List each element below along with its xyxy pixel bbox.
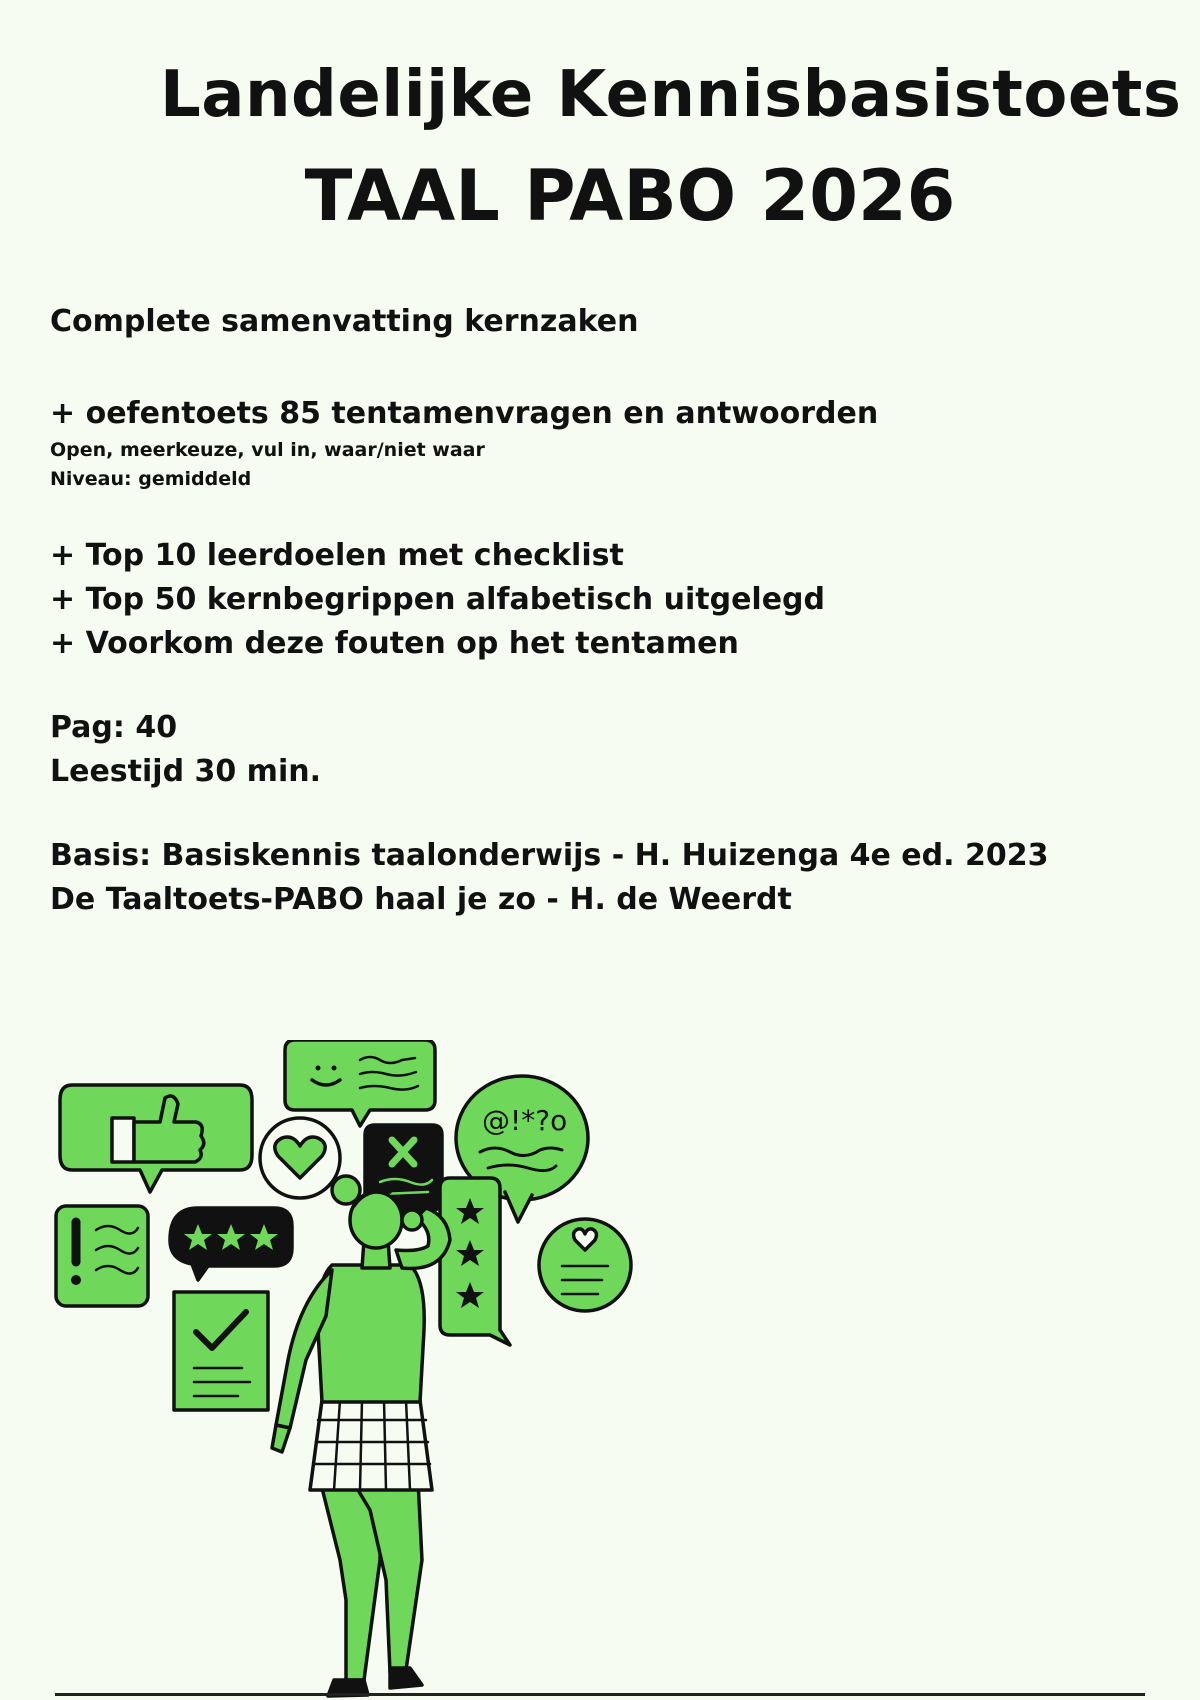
heart-chat-icon bbox=[539, 1219, 631, 1311]
page-subtitle: TAAL PABO 2026 bbox=[304, 155, 956, 237]
reading-time: Leestijd 30 min. bbox=[50, 754, 321, 789]
exclamation-card-icon bbox=[56, 1206, 148, 1306]
symbols-text: @!*?o bbox=[482, 1104, 568, 1137]
extra-item-avoid-mistakes: + Voorkom deze fouten op het tentamen bbox=[50, 626, 739, 661]
page-count: Pag: 40 bbox=[50, 710, 178, 745]
practice-types: Open, meerkeuze, vul in, waar/niet waar bbox=[50, 439, 485, 461]
thinking-person-illustration bbox=[50, 1040, 690, 1700]
source-taaltoets: De Taaltoets-PABO haal je zo - H. de Weerdt bbox=[50, 882, 792, 917]
content-section bbox=[50, 300, 1150, 922]
practice-heading: + oefentoets 85 tentamenvragen en antwoorden bbox=[50, 396, 879, 431]
thumbs-up-icon bbox=[60, 1085, 252, 1192]
source-basis: Basis: Basiskennis taalonderwijs - H. Huizenga 4e ed. 2023 bbox=[50, 838, 1049, 873]
three-stars-icon bbox=[170, 1208, 292, 1280]
heart-icon bbox=[260, 1118, 340, 1198]
extra-item-key-concepts: + Top 50 kernbegrippen alfabetisch uitgelegd bbox=[50, 582, 825, 617]
extra-item-learning-goals: + Top 10 leerdoelen met checklist bbox=[50, 538, 624, 573]
person-figure bbox=[272, 1176, 450, 1696]
smiley-chat-icon bbox=[285, 1040, 435, 1126]
checkmark-card-icon bbox=[174, 1292, 268, 1410]
practice-level: Niveau: gemiddeld bbox=[50, 468, 252, 490]
page-title: Landelijke Kennisbasistoets bbox=[160, 58, 1182, 132]
summary-line: Complete samenvatting kernzaken bbox=[50, 304, 639, 339]
stars-column-icon bbox=[440, 1178, 510, 1345]
bottom-rule bbox=[55, 1693, 1145, 1696]
